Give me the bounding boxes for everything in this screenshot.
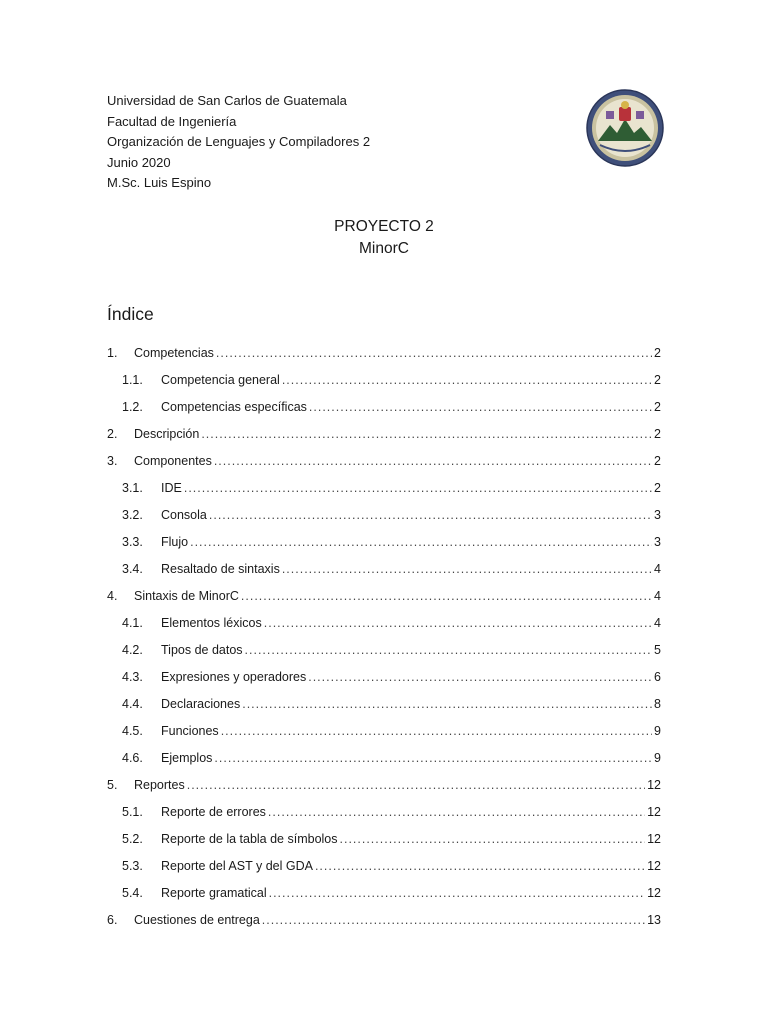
toc-leader — [262, 913, 645, 927]
toc-entry[interactable] — [107, 643, 661, 670]
toc-number: 4.3. — [122, 670, 143, 684]
toc-label: Reporte del AST y del GDA — [161, 859, 313, 873]
toc-number: 5.3. — [122, 859, 143, 873]
toc-leader — [209, 508, 652, 522]
project-name: MinorC — [359, 240, 409, 257]
toc-leader — [282, 373, 652, 387]
toc-page: 12 — [647, 778, 661, 792]
toc-number: 4.5. — [122, 724, 143, 738]
toc-entry[interactable] — [107, 697, 661, 724]
toc-entry[interactable] — [107, 832, 661, 859]
toc-number: 1.2. — [122, 400, 143, 414]
university-seal-icon — [586, 89, 664, 167]
toc-label: IDE — [161, 481, 182, 495]
toc-entry[interactable] — [107, 616, 661, 643]
toc-label: Reporte de errores — [161, 805, 266, 819]
toc-number: 5.2. — [122, 832, 143, 846]
toc-entry[interactable] — [107, 859, 661, 886]
table-of-contents — [107, 346, 661, 940]
toc-label: Cuestiones de entrega — [134, 913, 260, 927]
header-date: Junio 2020 — [107, 154, 171, 170]
toc-number: 6. — [107, 913, 118, 927]
toc-entry[interactable] — [107, 508, 661, 535]
toc-page: 9 — [654, 724, 661, 738]
project-title: PROYECTO 2 — [334, 218, 434, 235]
toc-page: 2 — [654, 373, 661, 387]
toc-leader — [245, 643, 653, 657]
toc-entry[interactable] — [107, 724, 661, 751]
toc-number: 4.4. — [122, 697, 143, 711]
toc-label: Expresiones y operadores — [161, 670, 307, 684]
toc-number: 1.1. — [122, 373, 143, 387]
toc-label: Componentes — [134, 454, 212, 468]
toc-page: 2 — [654, 346, 661, 360]
toc-entry[interactable] — [107, 805, 661, 832]
toc-label: Sintaxis de MinorC — [134, 589, 239, 603]
toc-number: 1. — [107, 346, 118, 360]
toc-number: 4.1. — [122, 616, 143, 630]
header-university: Universidad de San Carlos de Guatemala — [107, 93, 347, 108]
toc-page: 4 — [654, 616, 661, 630]
toc-label: Resaltado de sintaxis — [161, 562, 280, 576]
toc-number: 5.1. — [122, 805, 143, 819]
toc-page: 4 — [654, 562, 661, 576]
toc-label: Declaraciones — [161, 697, 241, 711]
toc-number: 4.2. — [122, 643, 143, 657]
toc-entry[interactable] — [107, 535, 661, 562]
toc-number: 3.1. — [122, 481, 143, 495]
toc-leader — [308, 670, 652, 684]
toc-page: 8 — [654, 697, 661, 711]
header-course: Organización de Lenguajes y Compiladores 2 — [107, 134, 371, 149]
toc-label: Descripción — [134, 427, 200, 441]
toc-leader — [242, 697, 652, 711]
toc-number: 3.2. — [122, 508, 143, 522]
toc-entry[interactable] — [107, 751, 661, 778]
toc-page: 9 — [654, 751, 661, 765]
toc-label: Funciones — [161, 724, 219, 738]
header-professor: M.Sc. Luis Espino — [107, 175, 212, 190]
title-block — [0, 216, 768, 260]
toc-page: 6 — [654, 670, 661, 684]
toc-label: Ejemplos — [161, 751, 213, 765]
toc-leader — [268, 805, 645, 819]
toc-number: 5. — [107, 778, 118, 792]
toc-leader — [309, 400, 652, 414]
toc-page: 4 — [654, 589, 661, 603]
toc-leader — [184, 481, 652, 495]
toc-leader — [201, 427, 652, 441]
document-header — [107, 91, 370, 194]
toc-entry[interactable] — [107, 913, 661, 940]
toc-leader — [221, 724, 652, 738]
toc-page: 2 — [654, 400, 661, 414]
toc-leader — [216, 346, 652, 360]
toc-page: 12 — [647, 805, 661, 819]
toc-leader — [340, 832, 646, 846]
toc-leader — [190, 535, 652, 549]
toc-leader — [214, 751, 652, 765]
toc-page: 3 — [654, 535, 661, 549]
toc-leader — [315, 859, 645, 873]
toc-entry[interactable] — [107, 778, 661, 805]
toc-entry[interactable] — [107, 886, 661, 913]
toc-label: Flujo — [161, 535, 189, 549]
toc-label: Competencia general — [161, 373, 280, 387]
toc-entry[interactable] — [107, 589, 661, 616]
toc-entry[interactable] — [107, 562, 661, 589]
toc-number: 4. — [107, 589, 118, 603]
toc-number: 2. — [107, 427, 118, 441]
toc-number: 5.4. — [122, 886, 143, 900]
toc-entry[interactable] — [107, 454, 661, 481]
toc-entry[interactable] — [107, 373, 661, 400]
toc-entry[interactable] — [107, 427, 661, 454]
toc-page: 2 — [654, 481, 661, 495]
toc-entry[interactable] — [107, 400, 661, 427]
toc-number: 3.3. — [122, 535, 143, 549]
toc-page: 2 — [654, 454, 661, 468]
toc-leader — [264, 616, 652, 630]
toc-page: 12 — [647, 886, 661, 900]
toc-number: 3.4. — [122, 562, 143, 576]
toc-label: Reporte gramatical — [161, 886, 267, 900]
toc-leader — [241, 589, 652, 603]
toc-label: Tipos de datos — [161, 643, 243, 657]
toc-entry[interactable] — [107, 670, 661, 697]
toc-leader — [214, 454, 652, 468]
toc-label: Competencias específicas — [161, 400, 307, 414]
toc-label: Consola — [161, 508, 207, 522]
toc-entry[interactable] — [107, 346, 661, 373]
toc-page: 2 — [654, 427, 661, 441]
toc-page: 12 — [647, 859, 661, 873]
toc-label: Reporte de la tabla de símbolos — [161, 832, 338, 846]
toc-page: 12 — [647, 832, 661, 846]
toc-label: Elementos léxicos — [161, 616, 262, 630]
index-heading: Índice — [107, 304, 154, 324]
header-faculty: Facultad de Ingeniería — [107, 113, 237, 129]
toc-label: Reportes — [134, 778, 185, 792]
toc-leader — [187, 778, 645, 792]
toc-entry[interactable] — [107, 481, 661, 508]
toc-leader — [282, 562, 652, 576]
toc-number: 4.6. — [122, 751, 143, 765]
toc-page: 5 — [654, 643, 661, 657]
toc-page: 13 — [647, 913, 661, 927]
toc-leader — [269, 886, 645, 900]
toc-page: 3 — [654, 508, 661, 522]
toc-number: 3. — [107, 454, 118, 468]
toc-label: Competencias — [134, 346, 214, 360]
